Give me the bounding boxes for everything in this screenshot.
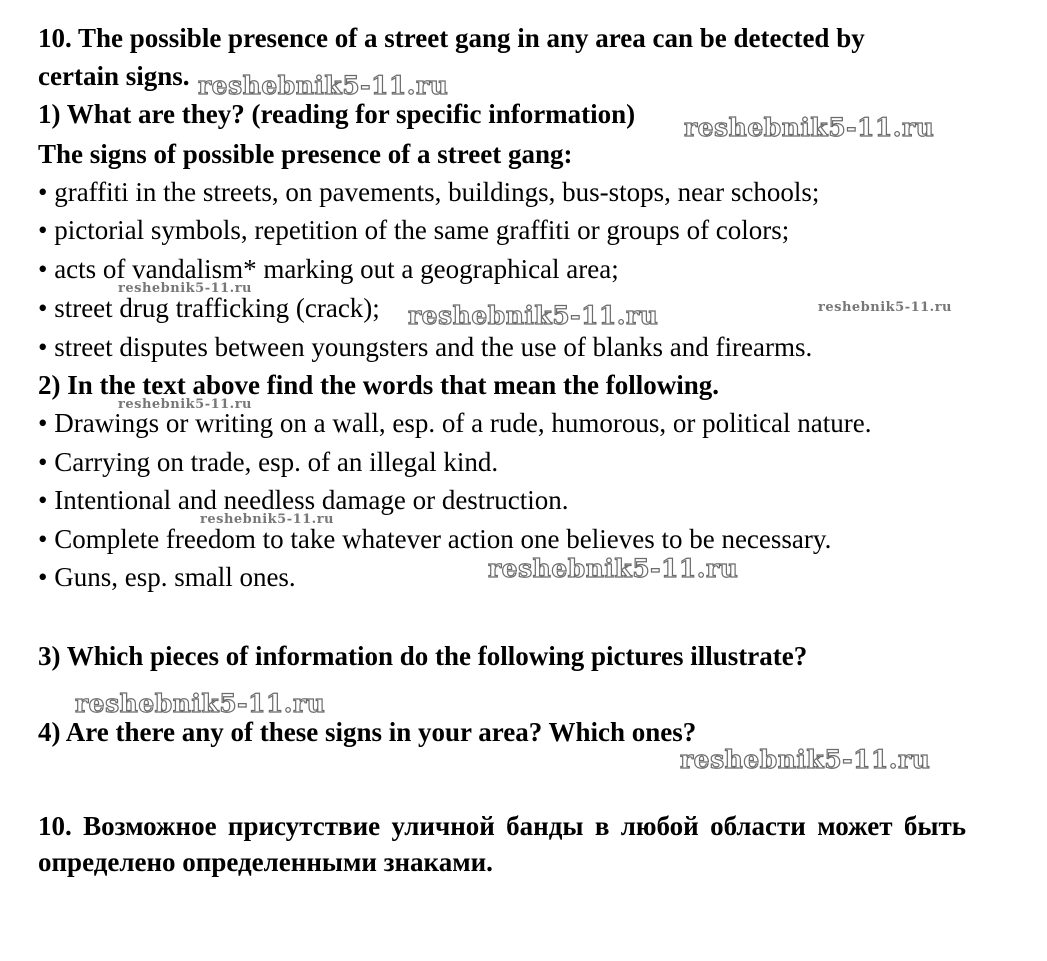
sign-item: • street drug trafficking (crack); (38, 293, 380, 323)
watermark: reshebnik5-11.ru (200, 512, 335, 527)
watermark: reshebnik5-11.ru (198, 71, 449, 100)
question-2: 2) In the text above find the words that mean the following. (38, 370, 719, 400)
question-3: 3) Which pieces of information do the following pictures illustrate? (38, 641, 808, 671)
definition-item: • Carrying on trade, esp. of an illegal kind. (38, 447, 499, 477)
signs-heading: The signs of possible presence of a street gang: (38, 139, 573, 169)
definition-item: • Drawings or writing on a wall, esp. of a rude, humorous, or political nature. (38, 408, 872, 438)
watermark: reshebnik5-11.ru (118, 281, 253, 296)
watermark: reshebnik5-11.ru (488, 554, 739, 583)
russian-translation: 10. Возможное присутствие уличной банды в любой области может быть определено определенными знаками. (38, 811, 966, 877)
sign-item: • graffiti in the streets, on pavements, buildings, bus-stops, near schools; (38, 177, 820, 207)
watermark: reshebnik5-11.ru (118, 397, 253, 412)
sign-item: • acts of vandalism* marking out a geographical area; (38, 254, 619, 284)
exercise-title-line-2: certain signs. (38, 61, 190, 91)
definition-item: • Complete freedom to take whatever action one believes to be necessary. (38, 524, 832, 554)
question-1: 1) What are they? (reading for specific information) (38, 99, 636, 129)
watermark: reshebnik5-11.ru (818, 300, 953, 315)
watermark: reshebnik5-11.ru (684, 113, 935, 142)
sign-item: • street disputes between youngsters and the use of blanks and firearms. (38, 332, 813, 362)
definition-item: • Guns, esp. small ones. (38, 562, 296, 592)
watermark: reshebnik5-11.ru (75, 689, 326, 718)
definition-item: • Intentional and needless damage or destruction. (38, 485, 569, 515)
exercise-title-line-1: 10. The possible presence of a street gang in any area can be detected by (38, 23, 865, 53)
watermark: reshebnik5-11.ru (680, 745, 931, 774)
question-4: 4) Are there any of these signs in your area? Which ones? (38, 717, 697, 747)
watermark: reshebnik5-11.ru (408, 301, 659, 330)
sign-item: • pictorial symbols, repetition of the same graffiti or groups of colors; (38, 215, 790, 245)
